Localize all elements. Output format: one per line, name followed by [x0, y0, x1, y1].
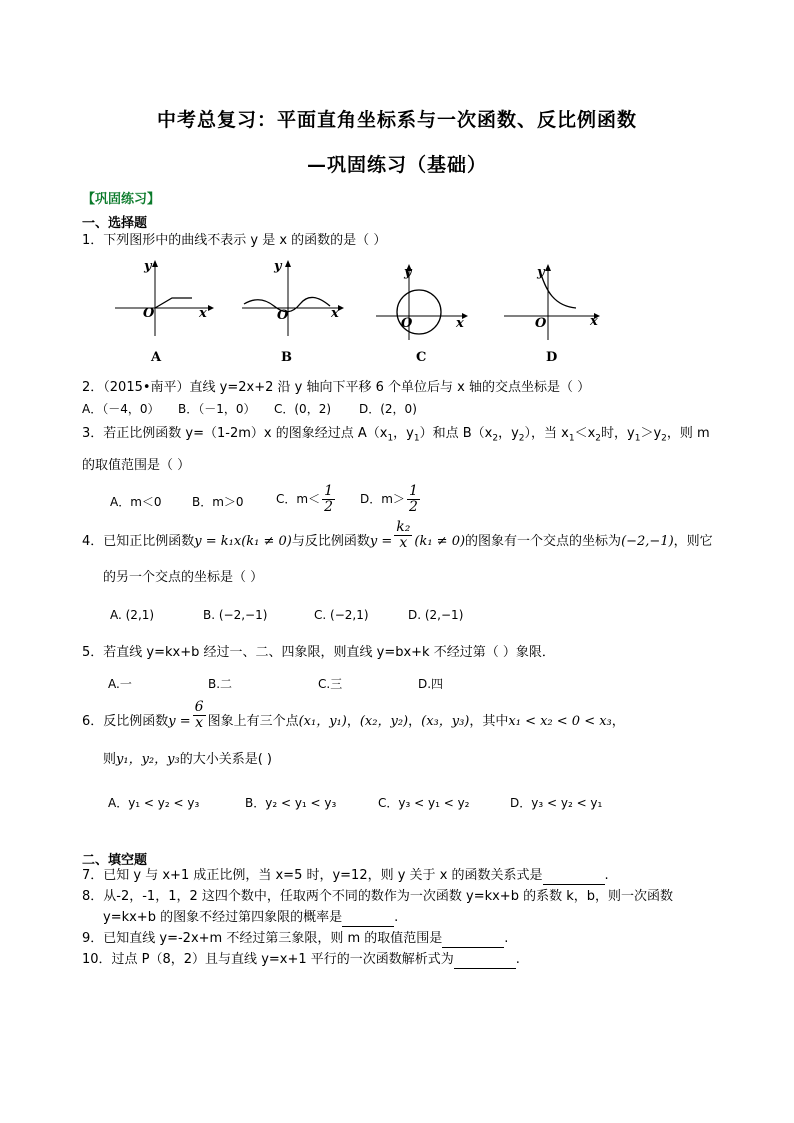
q5-option-c: C.三: [318, 677, 343, 691]
graph-d-origin-label: O: [535, 316, 547, 331]
q6-option-c: C．y₃ < y₁ < y₂: [378, 796, 470, 810]
graph-c-label: C: [416, 350, 427, 365]
question-4: 4．已知正比例函数y = k₁x(k₁ ≠ 0)与反比例函数y = $\frac{\text{k₂}}{x}$ (k₁ ≠ 0)的图象有一个交点的坐标为(−2,−1)，则它: [82, 519, 713, 551]
graph-b-label: B: [281, 350, 292, 365]
question-10: 10．过点 P（8，2）且与直线 y=x+1 平行的一次函数解析式为 .: [82, 952, 520, 967]
graph-d-x-label: x: [590, 314, 598, 329]
q4-option-b: B. (−2,−1): [203, 608, 268, 622]
q6-option-a: A．y₁ < y₂ < y₃: [108, 796, 200, 810]
question-8-line2: y=kx+b 的图象不经过第四象限的概率是 .: [103, 910, 399, 925]
graph-a: [110, 258, 215, 338]
graph-b-x-label: x: [331, 306, 339, 321]
question-3: 3．若正比例函数 y=（1-2m）x 的图象经过点 $A(x_1$，$y_1$）和点 $B(x_2$，$y_2$），当 $x_1<x_2$时，$y_1>y_2$，则 m: [82, 426, 710, 444]
section-tag: 【巩固练习】: [82, 192, 161, 207]
question-3-line2: 的取值范围是（ ）: [82, 458, 191, 473]
q3-option-a: A．m＜0: [110, 495, 162, 509]
graph-a-x-label: x: [199, 306, 207, 321]
q2-option-c: C．(0，2): [274, 402, 332, 416]
q6-option-d: D．y₃ < y₂ < y₁: [510, 796, 603, 810]
question-4-line2: 的另一个交点的坐标是（ ）: [103, 570, 264, 585]
q4-option-a: A. (2,1): [110, 608, 155, 622]
q4-option-d: D. (2,−1): [408, 608, 464, 622]
q5-option-a: A.一: [108, 677, 132, 691]
section-heading-fill: 二、填空题: [82, 853, 148, 868]
q5-option-b: B.二: [208, 677, 233, 691]
graph-d: [500, 262, 605, 342]
q3-option-b: B．m＞0: [192, 495, 244, 509]
question-9: 9．已知直线 y=-2x+m 不经过第三象限，则 m 的取值范围是 .: [82, 931, 509, 946]
q2-option-d: D．(2，0): [359, 402, 417, 416]
q6-option-b: B．y₂ < y₁ < y₃: [245, 796, 337, 810]
answer-blank-9[interactable]: [442, 931, 504, 948]
page-subtitle: —巩固练习（基础）: [306, 154, 487, 176]
q2-option-a: A．（－4，0）: [82, 402, 160, 416]
q2-option-b: B．（－1，0）: [178, 402, 256, 416]
graph-a-y-label: y: [144, 259, 152, 274]
graph-b-origin-label: O: [277, 308, 289, 323]
question-1: 1．下列图形中的曲线不表示 y 是 x 的函数的是（ ）: [82, 233, 387, 248]
q3-option-d: D．m＞ $\frac{1}{2}$: [360, 483, 418, 515]
question-7: 7．已知 y 与 x+1 成正比例，当 x=5 时，y=12，则 y 关于 x 的函数关系式是 .: [82, 868, 609, 883]
graph-d-label: D: [546, 350, 558, 365]
q3-option-c: C．m＜ $\frac{1}{2}$: [276, 483, 333, 515]
question-6-line2: 则y₁，y₂，y₃的大小关系是( ): [103, 752, 272, 767]
question-8: 8．从-2，-1，1，2 这四个数中，任取两个不同的数作为一次函数 y=kx+b 的系数 k，b，则一次函数: [82, 889, 673, 904]
graph-a-origin-label: O: [143, 306, 155, 321]
answer-blank-10[interactable]: [454, 952, 516, 969]
page-title: 中考总复习：平面直角坐标系与一次函数、反比例函数: [156, 109, 637, 131]
question-6: 6．反比例函数y = $\frac{6}{x}$ 图象上有三个点(x₁，y₁)，(x₂，y₂)，(x₃，y₃)，其中x₁ < x₂ < 0 < x₃，: [82, 699, 625, 731]
graph-c-origin-label: O: [401, 316, 413, 331]
q4-option-c: C. (−2,1): [314, 608, 369, 622]
question-2: 2．（2015•南平）直线 y=2x+2 沿 y 轴向下平移 6 个单位后与 x 轴的交点坐标是（ ）: [82, 380, 591, 395]
graph-c-x-label: x: [456, 316, 464, 331]
graph-a-label: A: [151, 350, 162, 365]
question-5: 5．若直线 y=kx+b 经过一、二、四象限，则直线 y=bx+k 不经过第（ ）象限．: [82, 645, 555, 660]
graph-b: [238, 258, 348, 338]
graph-c-y-label: y: [404, 265, 412, 280]
answer-blank-8[interactable]: [342, 910, 394, 927]
graph-b-y-label: y: [274, 259, 282, 274]
section-heading-choice: 一、选择题: [82, 216, 148, 231]
answer-blank-7[interactable]: [543, 868, 605, 885]
q5-option-d: D.四: [418, 677, 444, 691]
graph-d-y-label: y: [537, 265, 545, 280]
